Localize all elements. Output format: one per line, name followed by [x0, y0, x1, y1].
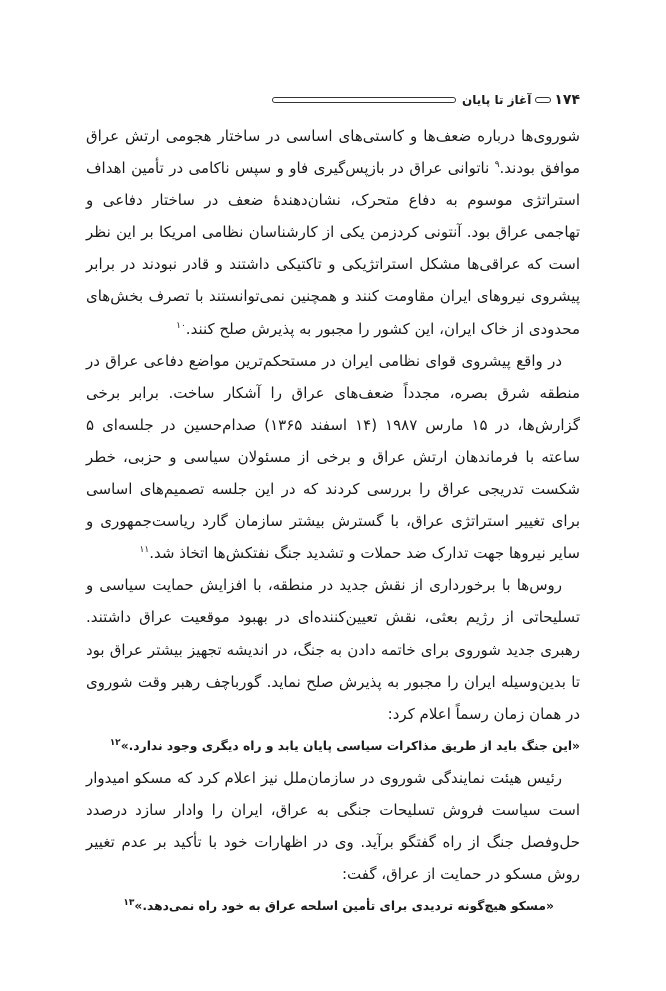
footnote-ref: ۱۳	[123, 898, 135, 909]
header-rule-short	[535, 97, 551, 103]
page-body	[86, 120, 580, 922]
footnote-ref: ۱۲	[109, 737, 121, 748]
paragraph-3: روس‌ها با برخورداری از نقش جدید در منطقه، با افزایش حمایت سیاسی و تسلیحاتی از رژیم بعثی، نقش تعیین‌کننده‌ای در بهبود موقعیت عراق داشتند. رهبری جدید شوروی برای خاتمه دادن به جنگ، در اندیشه تجهیز بیشتر عراق بود تا بدین‌وسیله ایران را مجبور به پذیرش صلح نماید. گورباچف رهبر وقت شوروی در همان زمان رسماً اعلام کرد:	[86, 576, 580, 723]
page-number: ۱۷۴	[554, 92, 580, 108]
paragraph-1: شوروی‌ها درباره ضعف‌ها و کاستی‌های اساسی در ساختار هجومی ارتش عراق موافق بودند.$^۹$ ناتوانی عراق در بازپس‌گیری فاو و سپس ناکامی در تأمین اهداف استراتژی موسوم به دفاع متحرک، نشان‌دهندهٔ ضعف در ساختار دفاعی و تهاجمی عراق بود. آنتونی کردزمن یکی از کارشناسان نظامی امریکا بر این نظر است که عراقی‌ها مشکل استراتژیکی و تاکتیکی داشتند و قادر نبودند در برابر پیشروی نیروهای ایران مقاومت کنند و همچنین نمی‌توانستند با تصرف بخش‌های محدودی از خاک ایران، این کشور را مجبور به پذیرش صلح کنند.$^{۱۰}$	[86, 127, 580, 338]
quotation-1: «این جنگ باید از طریق مذاکرات سیاسی پایان یابد و راه دیگری وجود ندارد.»$^{۱۲}$	[109, 737, 580, 753]
header-rule-long	[272, 97, 456, 103]
footnote-ref: ۹	[494, 160, 500, 171]
paragraph-4: رئیس هیئت نمایندگی شوروی در سازمان‌ملل نیز اعلام کرد که مسکو امیدوار است سیاست فروش تسلیحات جنگی به عراق، ایران را وادار سازد درصدد حل‌وفصل جنگ از راه گفتگو برآید. وی در اظهارات خود با تأکید بر عدم تغییر روش مسکو در حمایت از عراق، گفت:	[86, 768, 580, 884]
quotation-2: «مسکو هیچ‌گونه تردیدی برای تأمین اسلحه عراق به خود راه نمی‌دهد.»$^{۱۳}$	[123, 898, 554, 914]
chapter-title: آغاز تا پایان	[462, 93, 532, 107]
running-header	[272, 88, 580, 112]
paragraph-2: در واقع پیشروی قوای نظامی ایران در مستحکم‌ترین مواضع دفاعی عراق در منطقه شرق بصره، مجدداً ضعف‌های عراق را آشکار ساخت. برابر برخی گزارش‌ها، در ۱۵ مارس ۱۹۸۷ (۱۴ اسفند ۱۳۶۵) صدام‌حسین در جلسه‌ای ۵ ساعته با فرماندهان ارتش عراق و برخی از مسئولان سیاسی و حزبی، خطر شکست تدریجی عراق را بررسی کردند که در این جلسه تصمیم‌های اساسی برای تغییر استراتژی عراق، با گسترش بیشتر سازمان گارد ریاست‌جمهوری و سایر نیروها جهت تدارک ضد حملات و تشدید جنگ نفتکش‌ها اتخاذ شد.$^{۱۱}$	[86, 351, 580, 563]
footnote-ref: ۱۱	[139, 545, 150, 556]
footnote-ref: ۱۰	[176, 320, 186, 331]
